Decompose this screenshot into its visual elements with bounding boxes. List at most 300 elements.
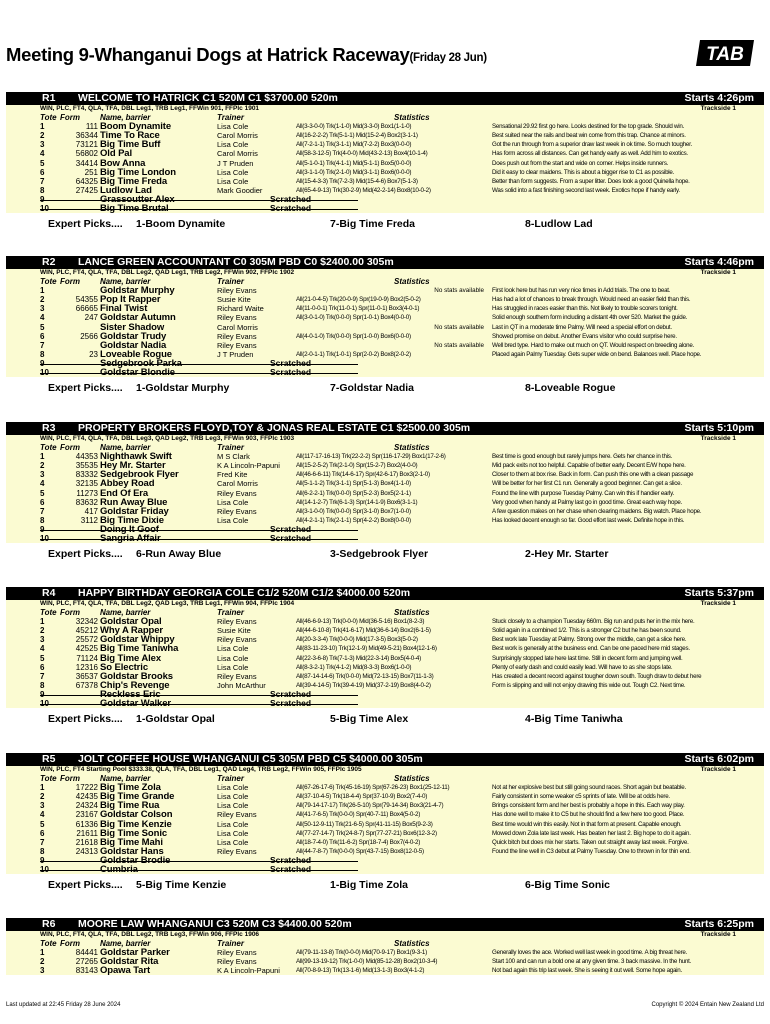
expert-picks [6, 213, 764, 235]
tote-number: 9 [40, 359, 45, 369]
trackside-channel: Trackside 1 [700, 931, 736, 938]
race-block [6, 587, 764, 730]
runner-statistics: All(41-7-6-5) Trk(0-0-0) Spr(40-7-11) Box4(5-0-2) [296, 811, 421, 819]
runner-comment: Mowed down Zola late last week. Has beaten her last 2. Big hope to do it again. [492, 829, 691, 837]
expert-pick: 1-Boom Dynamite [136, 218, 226, 231]
runner-statistics: All(4-2-1-1) Trk(2-1-1) Spr(4-2-2) Box8(0-0-0) [296, 516, 411, 524]
tote-number: 6 [40, 331, 45, 341]
runner-name: Opawa Tart [100, 965, 151, 977]
race-start-time: Starts 5:37pm [684, 587, 754, 599]
runner-name: Time To Race [100, 130, 160, 142]
form-header: Form [60, 277, 80, 286]
scratched-label: Scratched [270, 698, 312, 709]
race-start-time: Starts 4:26pm [684, 92, 754, 104]
runner-statistics: All(46-6-6-11) Trk(14-6-17) Spr(42-6-17) Box3(2-1-0) [296, 471, 430, 479]
runner-name: Goldstar Blondie [100, 367, 175, 379]
form-figures: 42525 [75, 644, 98, 654]
runner-name: End Of Era [100, 487, 149, 499]
expert-picks [6, 543, 764, 565]
scratched-runner-row [6, 699, 764, 708]
name-header: Name, barrier [100, 443, 151, 452]
scratched-label: Scratched [270, 194, 312, 205]
race-block [6, 753, 764, 896]
tote-number: 8 [40, 185, 45, 195]
tote-number: 3 [40, 140, 45, 150]
runner-name: Old Pal [100, 148, 133, 160]
expert-pick: 6-Run Away Blue [136, 548, 222, 561]
tote-number: 2 [40, 792, 45, 802]
tote-number: 4 [40, 149, 45, 159]
tote-header: Tote [40, 774, 57, 783]
trainer-name: Lisa Cole [217, 167, 249, 177]
runner-comment: Mid pack exits not too helpful. Capable of better early. Decent E/W hope here. [492, 462, 686, 470]
form-figures: 42435 [75, 792, 98, 802]
trainer-name: Riley Evans [217, 846, 257, 856]
scratched-label: Scratched [270, 689, 312, 700]
runner-name: Goldstar Trudy [100, 330, 167, 342]
runner-statistics: All(87-14-14-6) Trk(0-0-0) Mid(72-13-15) Box7(11-1-3) [296, 672, 434, 680]
form-figures: 34414 [75, 158, 98, 168]
tote-number: 7 [40, 837, 45, 847]
tote-number: 4 [40, 479, 45, 489]
scratch-line [40, 870, 358, 871]
runner-name: Big Time Rua [100, 800, 160, 812]
runner-comment: Did it easy to clear maidens. This is about a bigger rise to C1 as possible. [492, 168, 675, 176]
tote-number: 9 [40, 690, 45, 700]
runner-comment: Quick bitch but does mix her starts. Taken out straight away last week. Forgive. [492, 838, 689, 846]
runner-statistics: All(8-3-2-1) Trk(4-1-2) Mid(8-3-3) Box6(1-0-0) [296, 663, 412, 671]
tote-number: 1 [40, 783, 45, 792]
expert-pick: 3-Sedgebrook Flyer [330, 548, 429, 561]
tote-number: 3 [40, 635, 45, 645]
form-figures: 11273 [76, 488, 98, 498]
tab-logo-icon [694, 38, 756, 68]
runner-name: Boom Dynamite [100, 121, 172, 132]
form-figures: 44353 [75, 452, 98, 461]
runner-comment: Found the line well in C3 debut at Palmy Tuesday. One to thrown in for thin end. [492, 847, 691, 855]
runner-comment: Start 100 and can run a bold one at any given time. 3 back massive. In the hunt. [492, 958, 692, 966]
scratch-line [40, 209, 358, 210]
form-figures: 3112 [80, 515, 98, 525]
runner-comment: Solid enough southern form including a distant 4th over 520. Market the guide. [492, 314, 688, 322]
race-number: R6 [42, 918, 56, 930]
trainer-header: Trainer [217, 608, 244, 617]
scratched-label: Scratched [270, 864, 312, 875]
race-bet-types [6, 931, 764, 939]
runner-name: Goldstar Friday [100, 505, 169, 517]
race-name: LANCE GREEN ACCOUNTANT C0 305M PBD C0 $2400.00 305m [78, 256, 394, 268]
trainer-name: Riley Evans [217, 506, 257, 516]
runner-comment: Will be better for her first C1 run. Generally a good beginner. Can get a slice. [492, 480, 682, 488]
name-header: Name, barrier [100, 774, 151, 783]
trainer-name: Lisa Cole [217, 783, 249, 792]
statistics-header: Statistics [394, 113, 430, 122]
tote-number: 3 [40, 801, 45, 811]
runner-statistics: All(2-0-1-1) Trk(1-0-1) Spr(2-0-2) Box8(2-0-2) [296, 350, 411, 358]
scratch-line [40, 695, 358, 696]
runner-statistics: All(99-13-19-12) Trk(1-0-0) Mid(85-12-28) Box2(10-3-4) [296, 958, 438, 966]
statistics-header: Statistics [394, 608, 430, 617]
trainer-name: Riley Evans [217, 948, 257, 957]
trainer-name: Lisa Cole [217, 828, 249, 838]
form-figures: 54355 [75, 295, 98, 305]
trainer-name: Riley Evans [217, 286, 257, 295]
form-figures: 417 [84, 506, 98, 516]
form-figures: 27265 [75, 957, 98, 967]
runner-comment: Got the run through from a superior draw last week in ok time. So much tougher. [492, 141, 693, 149]
tote-header: Tote [40, 939, 57, 948]
trainer-name: Riley Evans [217, 340, 257, 350]
tote-number: 4 [40, 810, 45, 820]
form-figures: 83143 [75, 966, 98, 976]
bet-types: WIN, PLC, FT4, QLA, TFA, DBL Leg3, QAD Leg2, TRB Leg3, FFWin 903, FFPlc 1903 [40, 435, 295, 442]
trainer-name: Riley Evans [217, 331, 257, 341]
runner-name: Why A Rapper [100, 625, 164, 637]
runner-statistics: All(5-1-0-1) Trk(4-1-1) Mid(5-1-1) Box5(0-0-0) [296, 159, 412, 167]
runner-comment: Very good when handy at Palmy last go in good time. Great each way hope. [492, 498, 683, 506]
runner-comment: Has looked decent enough so far. Good effort last week. Definite hope in this. [492, 516, 685, 524]
meeting-date: (Friday 28 Jun) [409, 52, 487, 64]
runner-statistics: All(15-4-3-3) Trk(7-2-3) Mid(15-4-6) Box7(5-1-3) [296, 177, 418, 185]
expert-pick: 2-Hey Mr. Starter [525, 548, 609, 561]
form-figures: 21611 [76, 828, 98, 838]
trackside-channel: Trackside 1 [700, 600, 736, 607]
trainer-name: Lisa Cole [217, 140, 249, 150]
runner-comment: Best work late Tuesday at Palmy. Strong over the middle, can get a slice here. [492, 636, 687, 644]
bet-types: WIN, PLC, FT4, QLA, TFA, DBL Leg1, TRB Leg1, FFWin 901, FFPlc 1901 [40, 105, 260, 112]
trackside-channel: Trackside 1 [700, 105, 736, 112]
runner-name: Ludlow Lad [100, 184, 152, 196]
tote-number: 4 [40, 644, 45, 654]
expert-pick: 6-Big Time Sonic [525, 879, 610, 892]
last-updated: Last updated at 22:45 Friday 28 June 2024 [6, 1002, 121, 1008]
runner-comment: Was solid into a fast finishing second last week. Exotics hope if handy early. [492, 186, 680, 194]
race-field-box [6, 931, 764, 975]
form-figures: 64325 [75, 176, 98, 186]
trackside-channel: Trackside 1 [700, 766, 736, 773]
runner-statistics: All(70-8-9-13) Trk(13-1-6) Mid(13-1-3) Box3(4-1-2) [296, 967, 425, 975]
scratched-label: Scratched [270, 524, 312, 535]
tote-number: 8 [40, 515, 45, 525]
form-figures: 247 [84, 313, 98, 323]
runner-name: Sedgebrook Parka [100, 358, 182, 370]
runner-name: Goldstar Brooks [100, 670, 173, 682]
tote-number: 6 [40, 662, 45, 672]
trainer-name: Lisa Cole [217, 662, 249, 672]
runner-name: Big Time Zola [100, 782, 161, 793]
runner-statistics: All(65-4-9-13) Trk(30-2-9) Mid(42-2-14) Box8(10-0-2) [296, 186, 431, 194]
trackside-channel: Trackside 1 [700, 435, 736, 442]
trainer-name: J T Pruden [217, 349, 254, 359]
tote-number: 7 [40, 671, 45, 681]
trainer-name: Riley Evans [217, 488, 257, 498]
statistics-header: Statistics [394, 939, 430, 948]
expert-pick: 8-Loveable Rogue [525, 382, 616, 395]
race-header-bar [6, 587, 764, 600]
runner-name: Big Time Alex [100, 652, 161, 664]
runner-name: Goldstar Brodie [100, 855, 171, 867]
race-name: HAPPY BIRTHDAY GEORGIA COLE C1/2 520M C1/2 $4000.00 520m [78, 587, 411, 599]
runner-comment: Form is slipping and will not enjoy drawing this wide out. Tough C2. Next time. [492, 681, 686, 689]
race-header-bar [6, 256, 764, 269]
trainer-name: K A Lincoln-Papuni [217, 461, 280, 471]
expert-pick: 5-Big Time Alex [330, 713, 409, 726]
race-start-time: Starts 4:46pm [684, 256, 754, 268]
expert-pick: 1-Goldstar Murphy [136, 382, 230, 395]
trainer-name: Lisa Cole [217, 497, 249, 507]
runner-name: Goldstar Nadia [100, 339, 167, 351]
runner-name: Big Time Grande [100, 791, 175, 803]
race-number: R5 [42, 753, 56, 765]
race-name: WELCOME TO HATRICK C1 520M C1 $3700.00 520m [78, 92, 338, 104]
race-field-box [6, 105, 764, 213]
race-number: R3 [42, 422, 56, 434]
race-bet-types [6, 435, 764, 443]
expert-picks [6, 874, 764, 896]
tote-number: 9 [40, 525, 45, 535]
scratch-line [40, 530, 358, 531]
tote-number: 5 [40, 653, 45, 663]
tote-number: 6 [40, 167, 45, 177]
scratched-label: Scratched [270, 203, 312, 214]
runner-name: Sedgebrook Flyer [100, 469, 179, 481]
runner-name: Hey Mr. Starter [100, 460, 166, 472]
tote-number: 2 [40, 461, 45, 471]
form-figures: 83632 [75, 497, 98, 507]
runner-name: Goldstar Walker [100, 698, 172, 710]
tote-header: Tote [40, 113, 57, 122]
statistics-header: Statistics [394, 443, 430, 452]
runner-name: Chip's Revenge [100, 679, 170, 691]
trackside-channel: Trackside 1 [700, 269, 736, 276]
runner-statistics: All(77-27-14-7) Trk(24-8-7) Spr(77-27-21) Box6(12-3-2) [296, 829, 437, 837]
runner-statistics: No stats available [434, 323, 484, 331]
runner-comment: Has had a lot of chances to break through. Would need an easier field than this. [492, 296, 691, 304]
trainer-name: Richard Waite [217, 304, 264, 314]
tote-number: 3 [40, 966, 45, 976]
runner-comment: Generally loves the ace. Worked well last week in good time. A big threat here. [492, 949, 688, 956]
expert-picks-label: Expert Picks.... [48, 879, 123, 892]
trainer-name: Lisa Cole [217, 792, 249, 802]
trainer-name: Susie Kite [217, 295, 251, 305]
runner-comment: Found the line with purpose Tuesday Palmy. Can win this if handier early. [492, 489, 675, 497]
expert-pick: 8-Ludlow Lad [525, 218, 593, 231]
runner-name: Sister Shadow [100, 321, 165, 333]
race-header-bar [6, 918, 764, 931]
runner-comment: Solid again in a combined 1/2. This is a stronger C2 but he has been sound. [492, 627, 682, 635]
runner-name: Goldstar Opal [100, 616, 162, 627]
bet-types: WIN, PLC, FT4, QLA, TFA, DBL Leg2, QAD Leg3, TRB Leg1, FFWin 904, FFPlc 1904 [40, 600, 295, 607]
form-figures: 17222 [75, 783, 98, 792]
trainer-name: Carol Morris [217, 479, 258, 489]
tote-number: 1 [40, 452, 45, 461]
tote-number: 10 [40, 368, 49, 378]
form-figures: 251 [84, 167, 98, 177]
runner-statistics: All(50-12-9-11) Trk(21-6-5) Spr(41-11-15) Box5(9-2-3) [296, 820, 433, 828]
meeting-title: Meeting 9-Whanganui Dogs at Hatrick Raceway [6, 44, 410, 65]
form-header: Form [60, 774, 80, 783]
scratched-label: Scratched [270, 367, 312, 378]
runner-name: Goldstar Autumn [100, 312, 176, 324]
runner-statistics: All(3-3-0-0) Trk(1-1-0) Mid(3-3-0) Box1(1-1-0) [296, 123, 412, 130]
runner-statistics: All(18-7-4-0) Trk(11-6-2) Spr(18-7-4) Box7(4-0-2) [296, 838, 421, 846]
runner-statistics: No stats available [434, 341, 484, 349]
tote-number: 5 [40, 819, 45, 829]
runner-name: Goldstar Whippy [100, 634, 175, 646]
form-figures: 24313 [75, 846, 98, 856]
runner-statistics: All(5-1-1-2) Trk(3-1-1) Spr(5-1-3) Box4(1-1-0) [296, 480, 411, 488]
runner-comment: Showed promise on debut. Another Evans visitor who could surprise here. [492, 332, 677, 340]
runner-statistics: All(22-3-6-8) Trk(7-1-3) Mid(22-3-14) Box5(4-0-4) [296, 654, 421, 662]
form-figures: 27425 [75, 185, 98, 195]
trainer-name: Carol Morris [217, 149, 258, 159]
runner-statistics: All(117-17-16-13) Trk(22-2-2) Spr(116-17-29) Box1(17-2-6) [296, 453, 446, 460]
runner-statistics: All(3-0-1-0) Trk(0-0-0) Spr(1-0-1) Box4(0-0-0) [296, 314, 411, 322]
tote-number: 5 [40, 322, 45, 332]
form-header: Form [60, 608, 80, 617]
bet-types: WIN, PLC, FT4, QLA, TFA, DBL Leg2, QAD Leg1, TRB Leg2, FFWin 902, FFPlc 1902 [40, 269, 295, 276]
race-bet-types [6, 600, 764, 608]
runner-name: Big Time Kenzie [100, 818, 172, 830]
race-block [6, 92, 764, 235]
runner-comment: A few question makes on her chase when clearing maidens. Big watch. Place hope. [492, 507, 702, 515]
trainer-name: Riley Evans [217, 635, 257, 645]
race-number: R4 [42, 587, 56, 599]
tote-number: 2 [40, 626, 45, 636]
trainer-name: Mark Goodier [217, 185, 263, 195]
trainer-name: John McArthur [217, 680, 266, 690]
form-figures: 73121 [75, 140, 98, 150]
form-figures: 66665 [75, 304, 98, 314]
scratch-line [40, 373, 358, 374]
runner-comment: Not at her explosive best but still going sound races. Short again but beatable. [492, 784, 686, 791]
runner-name: Big Time London [100, 166, 176, 178]
race-number: R2 [42, 256, 56, 268]
scratched-label: Scratched [270, 855, 312, 866]
runner-statistics: All(39-4-14-5) Trk(39-4-19) Mid(37-2-19) Box8(4-0-2) [296, 681, 431, 689]
form-header: Form [60, 939, 80, 948]
expert-picks-label: Expert Picks.... [48, 218, 123, 231]
runner-statistics: All(3-1-0-0) Trk(0-0-0) Spr(3-1-0) Box7(1-0-0) [296, 507, 411, 515]
runner-statistics: All(11-0-0-1) Trk(11-0-1) Spr(11-0-1) Box3(4-0-1) [296, 305, 420, 313]
runner-comment: Better than form suggests. From a super litter. Does look a good Quinella hope. [492, 177, 690, 185]
runner-name: Goldstar Hans [100, 845, 164, 857]
svg-text:TAB: TAB [706, 44, 744, 65]
runner-statistics: All(46-6-9-13) Trk(0-0-0) Mid(36-5-16) Box1(8-2-3) [296, 618, 425, 625]
runner-name: Big Time Brutal [100, 203, 169, 215]
runner-name: Nighthawk Swift [100, 451, 172, 462]
form-figures: 23167 [75, 810, 98, 820]
runner-statistics: All(37-10-4-5) Trk(18-4-4) Spr(37-10-9) Box2(7-4-0) [296, 793, 428, 801]
form-figures: 67378 [75, 680, 98, 690]
statistics-header: Statistics [394, 277, 430, 286]
scratch-line [40, 704, 358, 705]
trainer-name: Lisa Cole [217, 837, 249, 847]
name-header: Name, barrier [100, 939, 151, 948]
runner-name: Big Time Freda [100, 175, 168, 187]
form-figures: 32342 [75, 617, 98, 626]
race-start-time: Starts 6:02pm [684, 753, 754, 765]
runner-comment: Stuck closely to a champion Tuesday 660m. Big run and puts her in the mix here. [492, 618, 695, 625]
runner-name: Big Time Sonic [100, 827, 168, 839]
form-figures: 61336 [75, 819, 98, 829]
trainer-name: Lisa Cole [217, 122, 249, 131]
expert-pick: 4-Big Time Taniwha [525, 713, 623, 726]
runner-name: Bow Anna [100, 157, 146, 169]
scratch-line [40, 539, 358, 540]
race-name: JOLT COFFEE HOUSE WHANGANUI C5 305M PBD C5 $4000.00 305m [78, 753, 423, 765]
runner-statistics: All(67-26-17-6) Trk(45-16-19) Spr(67-26-23) Box1(25-12-11) [296, 784, 450, 791]
expert-pick: 1-Goldstar Opal [136, 713, 215, 726]
scratch-line [40, 200, 358, 201]
tote-header: Tote [40, 277, 57, 286]
tote-number: 1 [40, 122, 45, 131]
runner-name: Pop It Rapper [100, 294, 161, 306]
race-field-box [6, 435, 764, 543]
scratch-line [40, 364, 358, 365]
runner-name: Big Time Dixie [100, 514, 164, 526]
tote-number: 8 [40, 349, 45, 359]
form-figures: 21618 [75, 837, 98, 847]
scratched-label: Scratched [270, 533, 312, 544]
expert-picks-label: Expert Picks.... [48, 382, 123, 395]
tote-header: Tote [40, 608, 57, 617]
runner-statistics: All(58-3-12-5) Trk(4-0-0) Mid(43-2-13) Box4(10-1-4) [296, 150, 428, 158]
runner-name: Goldstar Murphy [100, 285, 175, 296]
tote-number: 7 [40, 176, 45, 186]
race-field-box [6, 269, 764, 377]
tote-number: 6 [40, 497, 45, 507]
race-field-box [6, 766, 764, 874]
form-header: Form [60, 113, 80, 122]
race-block [6, 918, 764, 975]
trainer-name: Lisa Cole [217, 801, 249, 811]
race-header-bar [6, 92, 764, 105]
tote-number: 5 [40, 488, 45, 498]
trainer-header: Trainer [217, 774, 244, 783]
runner-statistics: All(16-2-2-2) Trk(5-1-1) Mid(15-2-4) Box2(3-1-1) [296, 132, 418, 140]
runner-name: Loveable Rogue [100, 348, 172, 360]
trainer-name: Carol Morris [217, 322, 258, 332]
tote-number: 1 [40, 617, 45, 626]
tote-number: 2 [40, 295, 45, 305]
trainer-header: Trainer [217, 443, 244, 452]
race-block [6, 256, 764, 399]
form-figures: 84441 [75, 948, 98, 957]
trainer-name: Fred Kite [217, 470, 248, 480]
race-start-time: Starts 6:25pm [684, 918, 754, 930]
runner-name: Goldstar Parker [100, 947, 170, 958]
trainer-name: Carol Morris [217, 131, 258, 141]
trainer-name: Lisa Cole [217, 176, 249, 186]
tote-number: 2 [40, 957, 45, 967]
tote-number: 3 [40, 304, 45, 314]
trainer-name: Riley Evans [217, 671, 257, 681]
trainer-name: Riley Evans [217, 810, 257, 820]
runner-name: Reckless Eric [100, 689, 161, 701]
tote-number: 5 [40, 158, 45, 168]
tote-number: 8 [40, 846, 45, 856]
runner-statistics: All(79-14-17-17) Trk(26-5-10) Spr(79-14-34) Box3(21-4-7) [296, 802, 444, 810]
form-figures: 36537 [75, 671, 98, 681]
trainer-name: Riley Evans [217, 617, 257, 626]
race-bet-types [6, 105, 764, 113]
scratched-runner-row [6, 534, 764, 543]
runner-name: Abbey Road [100, 478, 155, 490]
form-figures: 56802 [75, 149, 98, 159]
form-figures: 111 [85, 122, 98, 131]
runner-row [6, 966, 764, 975]
